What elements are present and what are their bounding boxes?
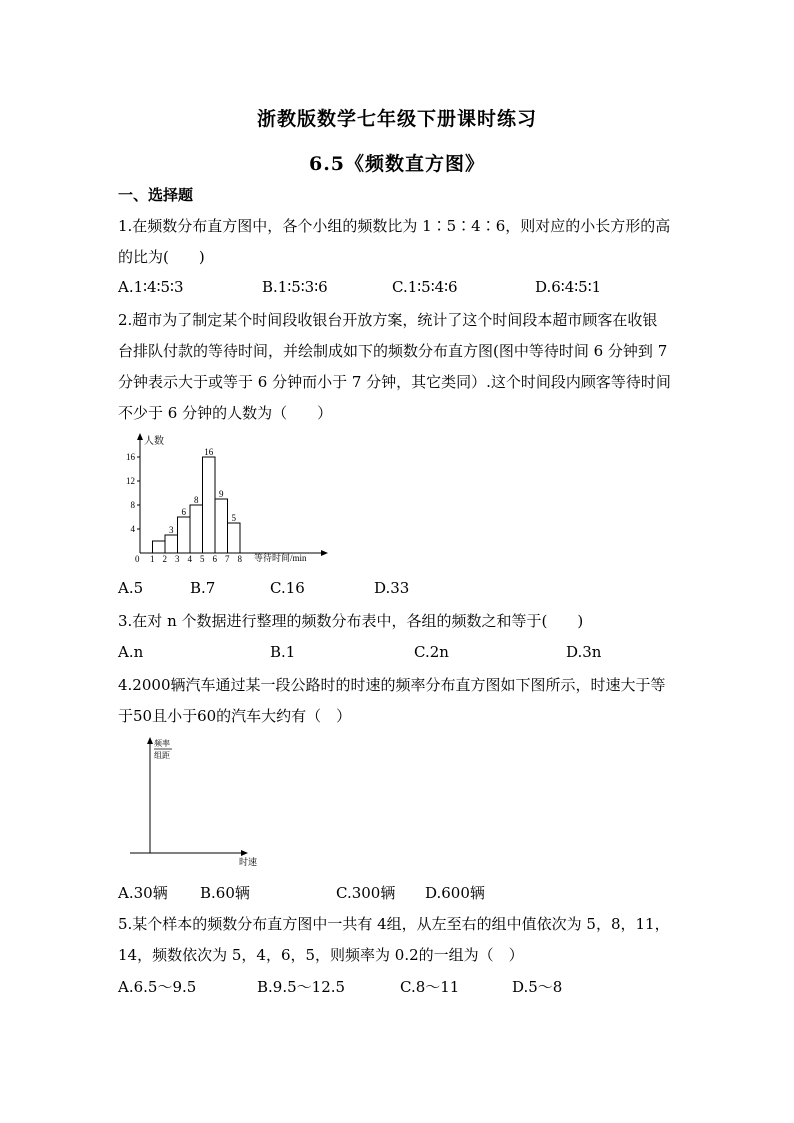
section-heading: 一、选择题 — [118, 186, 194, 204]
q5-line-1: 5.某个样本的频数分布直方图中一共有 4组，从左至右的组中值依次为 5，8，11， — [118, 915, 670, 933]
chart1-x-tick-7: 7 — [225, 554, 230, 564]
chart1-y-arrow — [137, 433, 143, 440]
q4-option-a[interactable]: A.30辆 — [118, 884, 168, 902]
chart1-x-label: 等待时间/min — [254, 553, 307, 563]
q5-line-2: 14，频数依次为 5，4，6，5，则频率为 0.2的一组为（ ） — [118, 946, 524, 964]
chart1-bar-5 — [215, 499, 228, 553]
chart1-bar-6 — [228, 523, 241, 553]
chart1-bar-2 — [178, 517, 191, 553]
chart1-y-tick-4: 4 — [130, 524, 135, 534]
chart1-value-label-16: 16 — [204, 447, 214, 457]
q5-option-d[interactable]: D.5～8 — [512, 978, 563, 996]
q2-line-1: 2.超市为了制定某个时间段收银台开放方案，统计了这个时间段本超市顾客在收银 — [118, 311, 658, 329]
q3-option-b[interactable]: B.1 — [270, 643, 296, 661]
chart1-y-tick-16: 16 — [126, 452, 135, 462]
waiting-time-histogram — [118, 430, 338, 570]
q4-line-1: 4.2000辆汽车通过某一段公路时的时速的频率分布直方图如下图所示，时速大于等 — [118, 676, 666, 694]
chart1-y-tick-8: 8 — [130, 500, 135, 510]
q4-option-b[interactable]: B.60辆 — [200, 884, 250, 902]
chart1-bar-1 — [165, 535, 178, 553]
chart1-value-label-8: 8 — [194, 495, 199, 505]
chart1-x-tick-3: 3 — [175, 554, 180, 564]
q2-line-3: 分钟表示大于或等于 6 分钟而小于 7 分钟，其它类同）.这个时间段内顾客等待时间 — [118, 373, 671, 391]
chart1-x-tick-6: 6 — [212, 554, 217, 564]
q1-option-d[interactable]: D.6∶4∶5∶1 — [535, 278, 602, 296]
chart1-y-tick-12: 12 — [126, 476, 135, 486]
chart1-bar-0 — [153, 541, 166, 553]
chart1-value-label-6: 6 — [181, 507, 186, 517]
chart1-value-label-5: 5 — [231, 513, 236, 523]
chart1-x-tick-2: 2 — [162, 554, 167, 564]
q2-option-d[interactable]: D.33 — [374, 579, 410, 597]
speed-frequency-histogram — [118, 732, 278, 872]
q5-option-a[interactable]: A.6.5～9.5 — [118, 978, 197, 996]
chart1-bar-3 — [190, 505, 203, 553]
chart1-x-tick-5: 5 — [200, 554, 205, 564]
q3-option-c[interactable]: C.2n — [414, 643, 449, 661]
chart1-x-tick-1: 1 — [150, 554, 155, 564]
chart1-y-label: 人数 — [144, 436, 164, 447]
chart1-value-label-3: 3 — [169, 525, 174, 535]
q1-option-c[interactable]: C.1∶5∶4∶6 — [392, 278, 458, 296]
chart1-value-label-9: 9 — [219, 489, 224, 499]
page-subtitle: 6.5《频数直方图》 — [308, 153, 486, 175]
q5-option-c[interactable]: C.8～11 — [400, 978, 460, 996]
page-title: 浙教版数学七年级下册课时练习 — [256, 108, 537, 130]
chart2-ylabel-bottom: 组距 — [154, 751, 170, 760]
chart1-x-tick-4: 4 — [187, 554, 192, 564]
chart1-x-tick-8: 8 — [237, 554, 242, 564]
chart2-x-label: 时速 — [239, 857, 258, 867]
q1-option-b[interactable]: B.1∶5∶3∶6 — [262, 278, 328, 296]
q2-option-b[interactable]: B.7 — [190, 579, 216, 597]
q3-option-a[interactable]: A.n — [118, 643, 144, 661]
q4-option-d[interactable]: D.600辆 — [425, 884, 485, 902]
q4-option-c[interactable]: C.300辆 — [336, 884, 396, 902]
q2-line-2: 台排队付款的等待时间，并绘制成如下的频数分布直方图(图中等待时间 6 分钟到 7 — [118, 342, 668, 360]
chart2-ylabel-top: 频率 — [154, 739, 170, 748]
q3-line-1: 3.在对 n 个数据进行整理的频数分布表中，各组的频数之和等于( ) — [118, 612, 584, 630]
q2-line-4: 不少于 6 分钟的人数为（ ） — [118, 404, 333, 422]
chart2-y-arrow — [147, 737, 153, 744]
q4-line-2: 于50且小于60的汽车大约有（ ） — [118, 707, 352, 725]
q5-option-b[interactable]: B.9.5～12.5 — [257, 978, 346, 996]
chart1-bar-4 — [203, 457, 216, 553]
q2-option-c[interactable]: C.16 — [270, 579, 305, 597]
q1-option-a[interactable]: A.1∶4∶5∶3 — [118, 278, 184, 296]
q2-option-a[interactable]: A.5 — [118, 579, 144, 597]
q1-line-2: 的比为( ) — [118, 248, 205, 266]
chart1-x-arrow — [321, 550, 328, 556]
q1-line-1: 1.在频数分布直方图中，各个小组的频数比为 1∶5∶4∶6，则对应的小长方形的高 — [118, 217, 671, 235]
chart2-x-arrow — [241, 850, 248, 856]
q3-option-d[interactable]: D.3n — [566, 643, 602, 661]
chart1-x-tick-0: 0 — [135, 554, 140, 564]
